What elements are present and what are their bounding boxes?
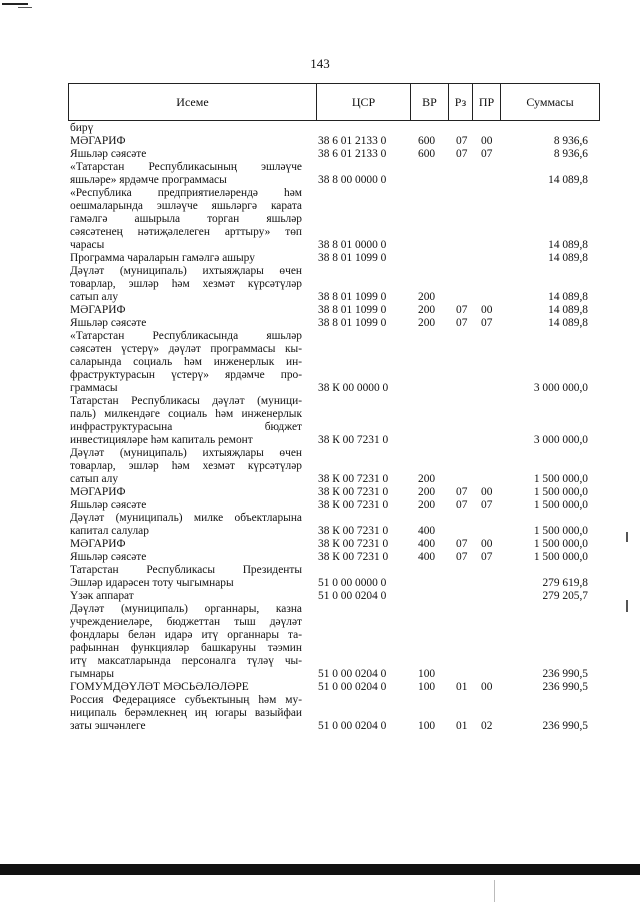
scan-mark bbox=[2, 3, 28, 5]
row-name: Татарстан Республикасы Президенты bbox=[70, 564, 302, 576]
table-row bbox=[0, 304, 640, 317]
row-sum: 14 089,8 bbox=[548, 239, 588, 251]
row-name: инфраструктурасына бюджет bbox=[70, 421, 302, 433]
row-rz: 07 bbox=[456, 304, 468, 316]
scan-border bbox=[0, 864, 640, 875]
table-row bbox=[0, 616, 640, 629]
table-row bbox=[0, 278, 640, 291]
row-csr: 38 К 00 0000 0 bbox=[318, 382, 389, 394]
table-row bbox=[0, 213, 640, 226]
table-row bbox=[0, 590, 640, 603]
row-sum: 1 500 000,0 bbox=[533, 538, 588, 550]
table-row bbox=[0, 239, 640, 252]
row-vr: 200 bbox=[418, 473, 436, 485]
row-csr: 51 0 00 0000 0 bbox=[318, 577, 387, 589]
header-name: Исеме bbox=[69, 84, 317, 120]
row-sum: 1 500 000,0 bbox=[533, 499, 588, 511]
table-row bbox=[0, 473, 640, 486]
row-name: МӘГАРИФ bbox=[70, 135, 126, 147]
table-row bbox=[0, 694, 640, 707]
row-name: Эшләр идарәсен тоту чыгымнары bbox=[70, 577, 234, 589]
table-row bbox=[0, 187, 640, 200]
row-pr: 00 bbox=[481, 304, 493, 316]
table-row bbox=[0, 395, 640, 408]
row-name: Программа чараларын гамәлгә ашыру bbox=[70, 252, 255, 264]
row-name: Яшьләр сәясәте bbox=[70, 317, 147, 329]
row-csr: 38 К 00 7231 0 bbox=[318, 538, 389, 550]
scan-mark bbox=[626, 600, 628, 612]
scan-mark bbox=[494, 880, 495, 902]
row-csr: 51 0 00 0204 0 bbox=[318, 590, 387, 602]
row-sum: 14 089,8 bbox=[548, 291, 588, 303]
row-name: МӘГАРИФ bbox=[70, 304, 126, 316]
table-row bbox=[0, 161, 640, 174]
row-vr: 400 bbox=[418, 551, 436, 563]
row-sum: 8 936,6 bbox=[553, 135, 588, 147]
row-name: капитал салулар bbox=[70, 525, 149, 537]
row-csr: 38 К 00 7231 0 bbox=[318, 499, 389, 511]
table-row bbox=[0, 538, 640, 551]
row-name: итү максатларында персоналга түләү чы- bbox=[70, 655, 302, 667]
row-name: сәясәтенең нәтиҗәлелеген арттыру» төп bbox=[70, 226, 302, 238]
table-row bbox=[0, 707, 640, 720]
row-sum: 1 500 000,0 bbox=[533, 486, 588, 498]
row-sum: 236 990,5 bbox=[542, 681, 588, 693]
table-row bbox=[0, 512, 640, 525]
row-pr: 07 bbox=[481, 148, 493, 160]
row-name: граммасы bbox=[70, 382, 118, 394]
row-csr: 51 0 00 0204 0 bbox=[318, 668, 387, 680]
scan-mark bbox=[626, 532, 628, 542]
row-name: МӘГАРИФ bbox=[70, 538, 126, 550]
table-row bbox=[0, 135, 640, 148]
row-name: товарлар, эшләр һәм хезмәт күрсәтүләр bbox=[70, 460, 302, 472]
row-pr: 00 bbox=[481, 681, 493, 693]
row-name: рафыннан функцияләр башкаруны тәэмин bbox=[70, 642, 302, 654]
table-row bbox=[0, 174, 640, 187]
row-vr: 200 bbox=[418, 291, 436, 303]
row-name: Яшьләр сәясәте bbox=[70, 499, 147, 511]
row-name: паль) милкендәге социаль һәм инженерлык bbox=[70, 408, 302, 420]
row-csr: 38 К 00 7231 0 bbox=[318, 473, 389, 485]
row-name: сатып алу bbox=[70, 473, 119, 485]
row-sum: 1 500 000,0 bbox=[533, 551, 588, 563]
table-body bbox=[0, 122, 640, 733]
table-row bbox=[0, 564, 640, 577]
row-name: саларында социаль һәм инженерлык ин- bbox=[70, 356, 302, 368]
row-name: Үзәк аппарат bbox=[70, 590, 134, 602]
row-sum: 236 990,5 bbox=[542, 720, 588, 732]
row-name: «Республика предприятиеләрендә һәм bbox=[70, 187, 302, 199]
row-rz: 07 bbox=[456, 499, 468, 511]
row-rz: 07 bbox=[456, 135, 468, 147]
row-sum: 3 000 000,0 bbox=[533, 434, 588, 446]
row-csr: 38 8 01 1099 0 bbox=[318, 252, 387, 264]
table-header bbox=[68, 83, 600, 121]
row-name: заты эшчәнлеге bbox=[70, 720, 146, 732]
row-vr: 100 bbox=[418, 681, 436, 693]
table-row bbox=[0, 356, 640, 369]
row-rz: 07 bbox=[456, 317, 468, 329]
header-csr: ЦСР bbox=[317, 84, 411, 120]
row-vr: 200 bbox=[418, 304, 436, 316]
table-row bbox=[0, 499, 640, 512]
page-number: 143 bbox=[310, 56, 330, 71]
table-row bbox=[0, 525, 640, 538]
row-csr: 38 8 01 1099 0 bbox=[318, 304, 387, 316]
row-vr: 200 bbox=[418, 499, 436, 511]
scan-mark bbox=[18, 7, 32, 8]
row-vr: 200 bbox=[418, 317, 436, 329]
table-row bbox=[0, 200, 640, 213]
row-sum: 14 089,8 bbox=[548, 317, 588, 329]
row-csr: 38 6 01 2133 0 bbox=[318, 135, 387, 147]
table-row bbox=[0, 642, 640, 655]
table-row bbox=[0, 551, 640, 564]
table-row bbox=[0, 447, 640, 460]
header-sum: Суммасы bbox=[526, 94, 574, 109]
row-csr: 38 8 01 1099 0 bbox=[318, 317, 387, 329]
row-rz: 07 bbox=[456, 148, 468, 160]
row-sum: 1 500 000,0 bbox=[533, 473, 588, 485]
table-row bbox=[0, 343, 640, 356]
row-csr: 38 6 01 2133 0 bbox=[318, 148, 387, 160]
row-csr: 38 К 00 7231 0 bbox=[318, 551, 389, 563]
row-vr: 400 bbox=[418, 538, 436, 550]
table-row bbox=[0, 226, 640, 239]
row-name: Дәүләт (муниципаль) органнары, казна bbox=[70, 603, 302, 615]
row-name: сәясәтен үстерү» дәүләт программасы кы- bbox=[70, 343, 302, 355]
table-row bbox=[0, 421, 640, 434]
row-rz: 07 bbox=[456, 551, 468, 563]
row-name: «Татарстан Республикасында яшьләр bbox=[70, 330, 302, 342]
row-name: фондлары белән идарә итү органнары та- bbox=[70, 629, 302, 641]
row-pr: 00 bbox=[481, 538, 493, 550]
row-name: Россия Федерациясе субъектының һәм му- bbox=[70, 694, 302, 706]
row-name: учреждениеләре, бюджеттан тыш дәүләт bbox=[70, 616, 302, 628]
row-sum: 8 936,6 bbox=[553, 148, 588, 160]
table-row bbox=[0, 265, 640, 278]
table-row bbox=[0, 369, 640, 382]
row-pr: 07 bbox=[481, 317, 493, 329]
row-sum: 14 089,8 bbox=[548, 174, 588, 186]
row-sum: 279 619,8 bbox=[542, 577, 588, 589]
header-rz: Рз bbox=[449, 84, 473, 120]
row-name: сатып алу bbox=[70, 291, 119, 303]
table-row bbox=[0, 434, 640, 447]
table-row bbox=[0, 486, 640, 499]
row-pr: 00 bbox=[481, 486, 493, 498]
table-row bbox=[0, 382, 640, 395]
row-pr: 07 bbox=[481, 499, 493, 511]
table-row bbox=[0, 460, 640, 473]
table-row bbox=[0, 655, 640, 668]
row-sum: 14 089,8 bbox=[548, 252, 588, 264]
row-name: «Татарстан Республикасының эшләүче bbox=[70, 161, 302, 173]
table-row bbox=[0, 148, 640, 161]
row-rz: 07 bbox=[456, 486, 468, 498]
row-csr: 38 8 01 1099 0 bbox=[318, 291, 387, 303]
row-vr: 600 bbox=[418, 135, 436, 147]
table-row bbox=[0, 720, 640, 733]
row-sum: 236 990,5 bbox=[542, 668, 588, 680]
row-csr: 38 К 00 7231 0 bbox=[318, 486, 389, 498]
row-name: ниципаль берәмлекнең иң югары вазыйфаи bbox=[70, 707, 302, 719]
row-name: чарасы bbox=[70, 239, 105, 251]
row-sum: 279 205,7 bbox=[542, 590, 588, 602]
table-row bbox=[0, 291, 640, 304]
row-csr: 51 0 00 0204 0 bbox=[318, 720, 387, 732]
row-vr: 100 bbox=[418, 668, 436, 680]
table-row bbox=[0, 252, 640, 265]
table-row bbox=[0, 122, 640, 135]
row-sum: 3 000 000,0 bbox=[533, 382, 588, 394]
row-rz: 01 bbox=[456, 681, 468, 693]
row-pr: 00 bbox=[481, 135, 493, 147]
row-name: оешмаларында эшләүче яшьләргә карата bbox=[70, 200, 302, 212]
table-row bbox=[0, 668, 640, 681]
row-name: Дәүләт (муниципаль) ихтыяҗлары өчен bbox=[70, 265, 302, 277]
row-name: Яшьләр сәясәте bbox=[70, 148, 147, 160]
row-name: гамәлгә ашырыла торган яшьләр bbox=[70, 213, 302, 225]
table-row bbox=[0, 603, 640, 616]
row-vr: 100 bbox=[418, 720, 436, 732]
row-name: Дәүләт (муниципаль) ихтыяҗлары өчен bbox=[70, 447, 302, 459]
row-vr: 600 bbox=[418, 148, 436, 160]
row-pr: 02 bbox=[481, 720, 493, 732]
row-name: яшьләре» ярдәмче программасы bbox=[70, 174, 227, 186]
row-csr: 38 К 00 7231 0 bbox=[318, 525, 389, 537]
row-csr: 38 К 00 7231 0 bbox=[318, 434, 389, 446]
row-sum: 1 500 000,0 bbox=[533, 525, 588, 537]
table-row bbox=[0, 317, 640, 330]
row-csr: 51 0 00 0204 0 bbox=[318, 681, 387, 693]
row-name: Татарстан Республикасы дәүләт (муници- bbox=[70, 395, 302, 407]
table-row bbox=[0, 629, 640, 642]
header-pr: ПР bbox=[473, 84, 501, 120]
row-name: Яшьләр сәясәте bbox=[70, 551, 147, 563]
row-name: Дәүләт (муниципаль) милке объектларына bbox=[70, 512, 302, 524]
header-vr: ВР bbox=[411, 84, 449, 120]
row-name: фраструктурасын үстерү» ярдәмче про- bbox=[70, 369, 302, 381]
table-row bbox=[0, 681, 640, 694]
row-name: инвестицияләре һәм капиталь ремонт bbox=[70, 434, 253, 446]
row-sum: 14 089,8 bbox=[548, 304, 588, 316]
table-row bbox=[0, 577, 640, 590]
row-name: гымнары bbox=[70, 668, 115, 680]
row-name: товарлар, эшләр һәм хезмәт күрсәтүләр bbox=[70, 278, 302, 290]
table-row bbox=[0, 408, 640, 421]
row-vr: 200 bbox=[418, 486, 436, 498]
row-name: МӘГАРИФ bbox=[70, 486, 126, 498]
row-pr: 07 bbox=[481, 551, 493, 563]
table-row bbox=[0, 330, 640, 343]
row-csr: 38 8 00 0000 0 bbox=[318, 174, 387, 186]
row-csr: 38 8 01 0000 0 bbox=[318, 239, 387, 251]
row-name: ГОМУМДӘҮЛӘТ МӘСЬӘЛӘЛӘРЕ bbox=[70, 681, 249, 693]
row-rz: 07 bbox=[456, 538, 468, 550]
row-name: бирү bbox=[70, 122, 94, 134]
row-rz: 01 bbox=[456, 720, 468, 732]
row-vr: 400 bbox=[418, 525, 436, 537]
